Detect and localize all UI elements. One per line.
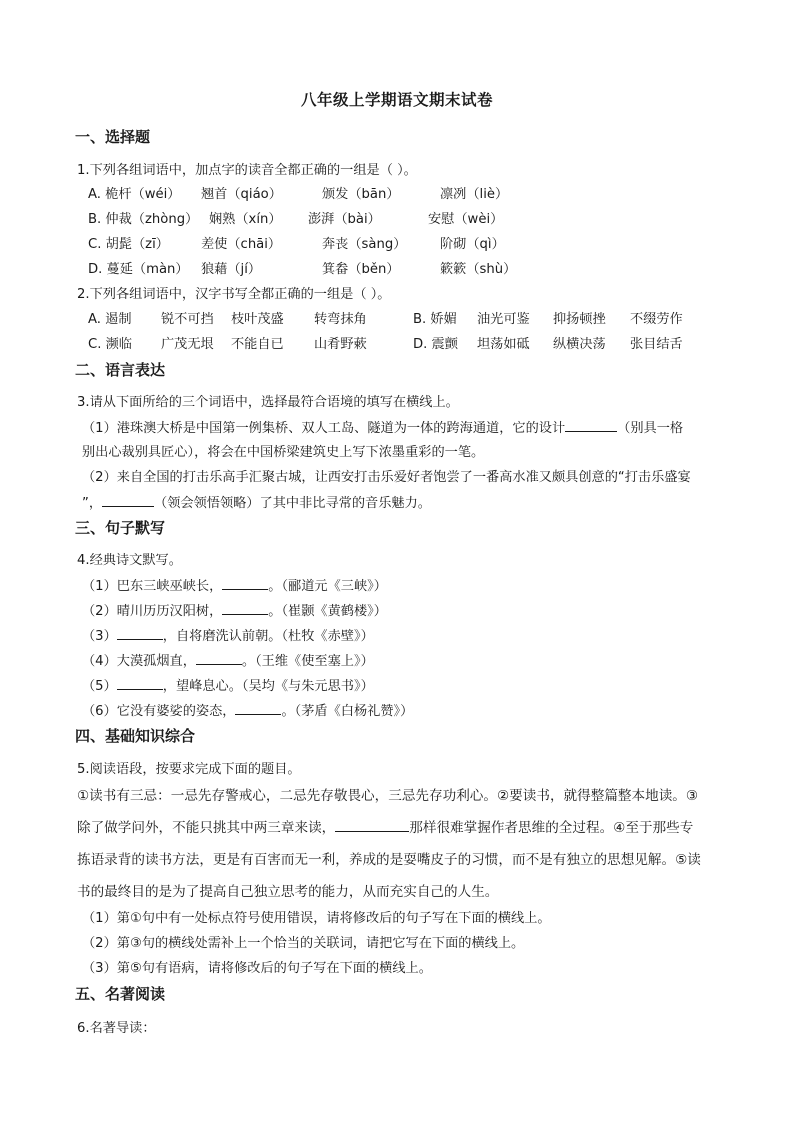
- poem-line-3: [82, 627, 374, 646]
- option-item: 枝叶茂盛: [231, 312, 284, 327]
- question-2-stem: 2.下列各组词语中，汉字书写全都正确的一组是（ ）。: [77, 287, 391, 302]
- option-item: 安慰（wèi）: [428, 212, 504, 227]
- option-item: 广茂无垠: [161, 337, 214, 352]
- text-segment: （5）: [82, 679, 117, 694]
- option-item: A. 桅杆（wéi）: [88, 187, 181, 202]
- option-item: 奔丧（sàng）: [322, 237, 407, 252]
- question-5-stem: 5.阅读语段，按要求完成下面的题目。: [77, 762, 301, 777]
- question-5-sub-2: （2）第③句的横线处需补上一个恰当的关联词，请把它写在下面的横线上。: [82, 936, 525, 951]
- question-3-part-2-cont: [82, 494, 431, 513]
- question-2-row-2: [88, 336, 683, 354]
- text-segment: ”，: [82, 496, 103, 511]
- option-item: C. 胡髭（zī）: [88, 237, 169, 252]
- passage-line-2: [77, 819, 693, 837]
- option-item: 张目结舌: [630, 337, 683, 352]
- text-segment: 。（王维《使至塞上》）: [241, 654, 374, 669]
- text-segment: （6）它没有婆娑的姿态，: [82, 704, 236, 719]
- question-5-sub-1: （1）第①句中有一处标点符号使用错误，请将修改后的句子写在下面的横线上。: [82, 911, 551, 926]
- text-segment: 除了做学问外，不能只挑其中两三章来读，: [77, 820, 336, 836]
- option-item: D. 蔓延（màn）: [88, 262, 189, 277]
- passage-line-3: 拣语录背的读书方法，更是有百害而无一利，养成的是耍嘴皮子的习惯，而不是有独立的思想见解。⑤读: [77, 852, 701, 868]
- question-3-part-1-cont: 别出心裁别具匠心），将会在中国桥梁建筑史上写下浓墨重彩的一笔。: [82, 445, 485, 460]
- text-segment: 。（郦道元《三峡》）: [268, 579, 387, 594]
- option-item: B. 娇媚: [413, 312, 457, 327]
- question-1-option-c: [88, 236, 505, 254]
- text-segment: （领会领悟领略）了其中非比寻常的音乐魅力。: [154, 496, 431, 511]
- text-segment: （1）巴东三峡巫峡长，: [82, 579, 223, 594]
- question-1-option-d: [88, 261, 516, 279]
- question-5-sub-3: （3）第⑤句有语病，请将修改后的句子写在下面的横线上。: [82, 961, 432, 976]
- answer-blank[interactable]: [335, 819, 409, 832]
- option-item: 油光可鉴: [477, 312, 530, 327]
- answer-blank[interactable]: [196, 652, 242, 665]
- text-segment: 。（崔颢《黄鹤楼》）: [268, 604, 387, 619]
- answer-blank[interactable]: [117, 677, 163, 690]
- option-item: 翘首（qiáo）: [201, 187, 282, 202]
- question-3-part-2: （2）来自全国的打击乐高手汇聚古城，让西安打击乐爱好者饱尝了一番高水准又颇具创意的“打击乐盛宴: [82, 470, 691, 485]
- answer-blank[interactable]: [222, 577, 268, 590]
- text-segment: （别具一格: [617, 421, 684, 436]
- answer-blank[interactable]: [102, 494, 154, 507]
- question-4-stem: 4.经典诗文默写。: [77, 553, 182, 568]
- answer-blank[interactable]: [565, 419, 617, 432]
- option-item: 锐不可挡: [161, 312, 214, 327]
- option-item: 坦荡如砥: [477, 337, 530, 352]
- option-item: 凛冽（liè）: [440, 187, 509, 202]
- option-item: 差使（chāi）: [201, 237, 282, 252]
- section-heading-knowledge: 四、基础知识综合: [75, 727, 196, 745]
- option-item: 簌簌（shù）: [440, 262, 517, 277]
- option-item: 山肴野蔌: [314, 337, 367, 352]
- option-item: 纵横决荡: [553, 337, 606, 352]
- option-item: 娴熟（xín）: [209, 212, 282, 227]
- text-segment: 。（茅盾《白杨礼赞》）: [281, 704, 414, 719]
- option-item: B. 仲裁（zhòng）: [88, 212, 199, 227]
- option-item: 转弯抹角: [314, 312, 367, 327]
- question-3-part-1: [82, 419, 683, 438]
- question-2-row-1: [88, 311, 683, 329]
- poem-line-4: [82, 652, 374, 671]
- option-item: 狼藉（jí）: [201, 262, 262, 277]
- question-1-stem: 1.下列各组词语中，加点字的读音全都正确的一组是（ ）。: [77, 163, 417, 178]
- section-heading-choice: 一、选择题: [75, 128, 151, 146]
- exam-title: 八年级上学期语文期末试卷: [300, 91, 493, 109]
- question-1-option-b: [88, 211, 503, 229]
- section-heading-classics: 五、名著阅读: [75, 985, 166, 1003]
- text-segment: （1）港珠澳大桥是中国第一例集桥、双人工岛、隧道为一体的跨海通道，它的设计: [82, 421, 566, 436]
- passage-line-4: 书的最终目的是为了提高自己独立思考的能力，从而充实自己的人生。: [77, 884, 499, 900]
- question-1-option-a: [88, 186, 508, 204]
- option-item: D. 震颤: [413, 337, 458, 352]
- poem-line-6: [82, 702, 413, 721]
- section-heading-recitation: 三、句子默写: [75, 519, 166, 537]
- text-segment: （2）晴川历历汉阳树，: [82, 604, 223, 619]
- text-segment: （4）大漠孤烟直，: [82, 654, 196, 669]
- option-item: 不缀劳作: [630, 312, 683, 327]
- question-3-stem: 3.请从下面所给的三个词语中，选择最符合语境的填写在横线上。: [77, 395, 459, 410]
- option-item: 颁发（bān）: [322, 187, 400, 202]
- option-item: 阶砌（qì）: [440, 237, 505, 252]
- option-item: 抑扬顿挫: [553, 312, 606, 327]
- text-segment: ，望峰息心。（吴均《与朱元思书》）: [162, 679, 374, 694]
- question-6-stem: 6.名著导读：: [77, 1021, 156, 1036]
- passage-line-1: ①读书有三忌：一忌先存警戒心，二忌先存敬畏心，三忌先存功利心。②要读书，就得整篇整本地读。③: [77, 788, 699, 804]
- section-heading-language: 二、语言表达: [75, 361, 166, 379]
- answer-blank[interactable]: [235, 702, 281, 715]
- option-item: 箕畚（běn）: [322, 262, 400, 277]
- poem-line-1: [82, 577, 387, 596]
- option-item: C. 濒临: [88, 337, 132, 352]
- option-item: 不能自已: [231, 337, 284, 352]
- option-item: 澎湃（bài）: [308, 212, 381, 227]
- poem-line-5: [82, 677, 374, 696]
- option-item: A. 遏制: [88, 312, 132, 327]
- text-segment: 那样很难掌握作者思维的全过程。④至于那些专: [409, 820, 694, 836]
- answer-blank[interactable]: [117, 627, 163, 640]
- text-segment: ，自将磨洗认前朝。（杜牧《赤壁》）: [162, 629, 374, 644]
- poem-line-2: [82, 602, 387, 621]
- answer-blank[interactable]: [222, 602, 268, 615]
- text-segment: （3）: [82, 629, 117, 644]
